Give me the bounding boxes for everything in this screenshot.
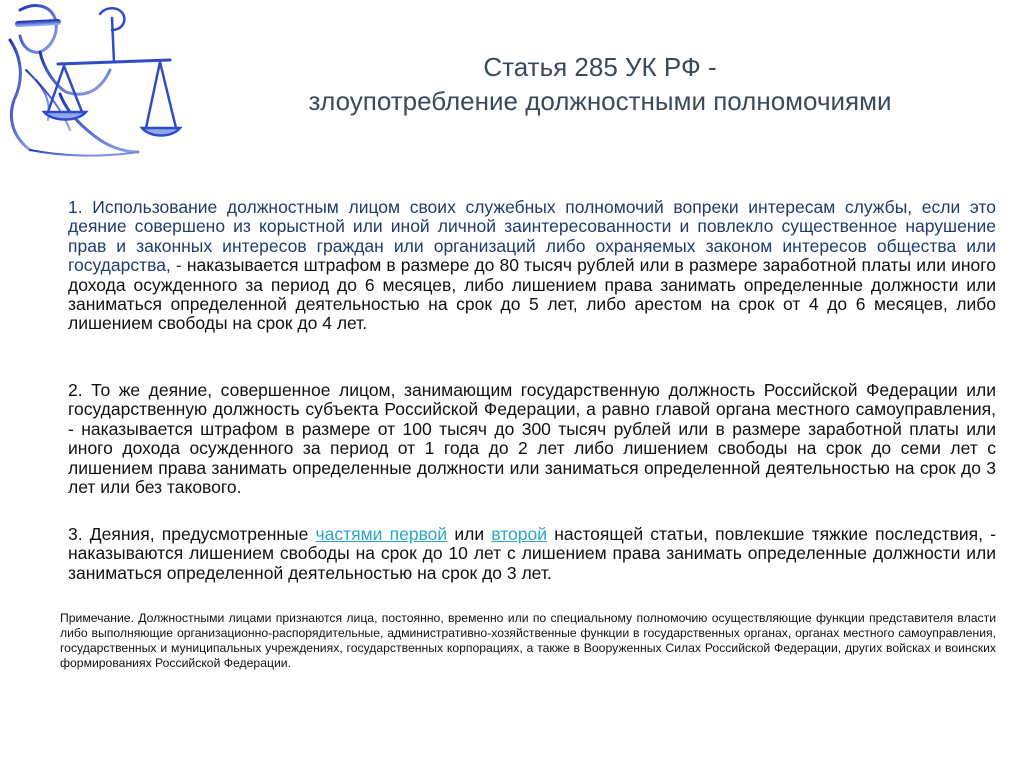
link-part-one[interactable]: частями первой	[315, 524, 448, 544]
article-paragraph-1	[68, 198, 996, 334]
page-title	[250, 50, 950, 118]
title-line-1: Статья 285 УК РФ -	[483, 52, 717, 82]
scales-of-justice	[44, 8, 180, 135]
article-paragraph-3	[68, 525, 996, 583]
themis-justice-logo	[0, 0, 190, 160]
link-part-two[interactable]: второй	[491, 524, 548, 544]
article-paragraph-2: 2. То же деяние, совершенное лицом, занимающим государственную должность Российской Федерации или государственную должность субъекта Российской Федерации, а равно главой органа местного самоуправления, - наказывается штрафом в размере от 100 тысяч до 300 тысяч рублей или в размере заработной платы или иного дохода осужденного за период от 1 года до 2 лет либо лишением свободы на срок до семи лет с лишением права занимать определенные должности или заниматься определенной деятельностью на срок до 3 лет или без такового.	[68, 380, 996, 498]
paragraph-1-penalty: наказывается штрафом в размере до 80 тысяч рублей или в размере заработной платы или иного дохода осужденного за период до 6 месяцев, либо лишением права занимать определенные должности или заниматься определенной деятельностью на срок до 5 лет, либо арестом на срок от 4 до 6 месяцев, либо лишением свободы на срок до 4 лет.	[68, 255, 996, 334]
paragraph-1-emphasis: 1. Использование должностным лицом своих служебных полномочий вопреки интересам службы, если это деяние совершено из корыстной или иной личной заинтересованности и повлекло существенное нарушение прав и законных интересов граждан или организаций либо охраняемых законом интересов общества или государства, -	[68, 197, 996, 276]
paragraph-3-connector: или	[447, 524, 492, 544]
paragraph-3-rest: настоящей статьи, повлекшие тяжкие последствия, - наказываются лишением свободы на срок до 10 лет с лишением права занимать определенные должности или заниматься определенной деятельностью на срок до 3 лет.	[68, 524, 997, 583]
title-line-2: злоупотребление должностными полномочиями	[308, 86, 892, 116]
paragraph-3-intro: 3. Деяния, предусмотренные	[68, 524, 316, 544]
footnote-note: Примечание. Должностными лицами признаются лица, постоянно, временно или по специальному полномочию осуществляющие функции представителя власти либо выполняющие организационно-распорядительные, административно-хозяйственные функции в государственных органах, органах местного самоуправления, государственных и муниципальных учреждениях, государственных корпорациях, а также в Вооруженных Силах Российской Федерации, других войсках и воинских формированиях Российской Федерации.	[60, 611, 996, 670]
